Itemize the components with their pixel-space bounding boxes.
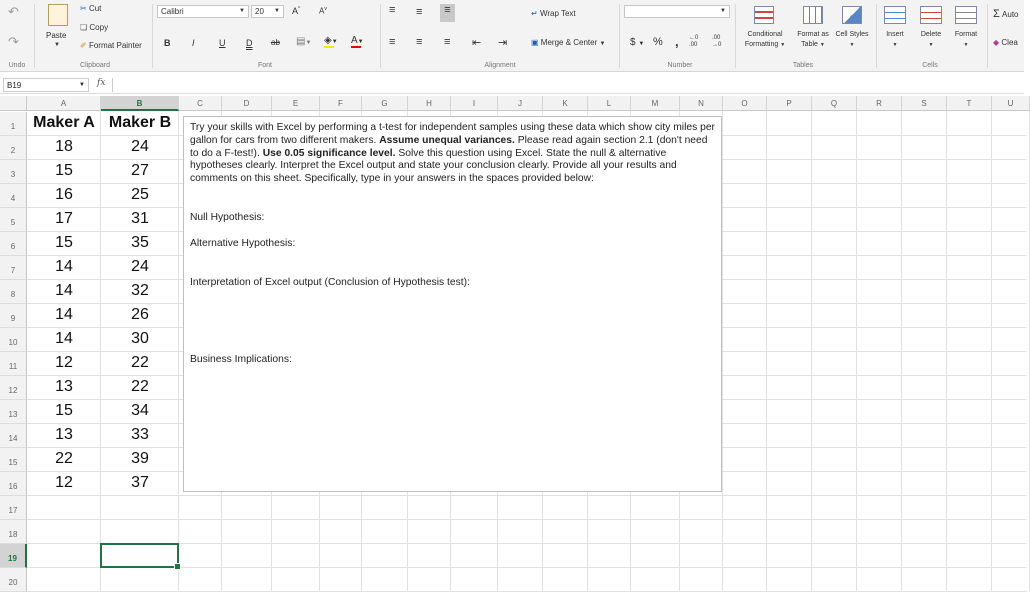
data-cell[interactable]: 17 <box>55 210 73 227</box>
ribbon <box>0 0 1024 72</box>
increase-decimal-icon[interactable]: ←0 .00 <box>689 35 699 48</box>
data-cell[interactable]: 14 <box>55 258 73 275</box>
wrap-text-button[interactable] <box>531 9 576 18</box>
align-bottom-icon[interactable]: ≡ <box>440 4 455 22</box>
row-header[interactable]: 8 <box>0 280 27 304</box>
font-size-select[interactable] <box>251 5 284 18</box>
merge-icon: ▣ <box>531 38 539 47</box>
wrap-text-label: Wrap Text <box>539 9 576 18</box>
instructions-textbox[interactable] <box>183 116 722 492</box>
data-cell[interactable]: 31 <box>131 210 149 227</box>
data-cell[interactable]: 35 <box>131 234 149 251</box>
data-cell[interactable]: 30 <box>131 330 149 347</box>
eraser-icon: ◆ <box>993 38 1000 47</box>
currency-label: $ <box>630 37 636 48</box>
data-cell[interactable]: 32 <box>131 282 149 299</box>
data-cell[interactable]: 33 <box>131 426 149 443</box>
column-header[interactable]: C <box>179 96 222 111</box>
column-header[interactable]: N <box>680 96 723 111</box>
increase-indent-icon[interactable]: ⇥ <box>498 37 508 49</box>
instructions-paragraph <box>190 122 715 186</box>
column-header[interactable]: L <box>588 96 631 111</box>
chevron-down-icon: ▼ <box>79 82 85 88</box>
data-cell[interactable]: 15 <box>55 234 73 251</box>
merge-center-button[interactable] <box>531 38 605 47</box>
column-header[interactable]: O <box>723 96 767 111</box>
cell-styles-button[interactable]: Cell Styles ▼ <box>835 31 869 48</box>
conditional-formatting-icon[interactable] <box>754 6 774 24</box>
insert-cells-icon[interactable] <box>884 6 906 24</box>
sigma-icon: Σ <box>993 8 1000 20</box>
select-all-corner[interactable] <box>0 96 27 111</box>
intro-bold-1: Assume unequal variances. <box>379 134 515 146</box>
format-as-table-button[interactable]: Format as Table ▼ <box>797 31 829 48</box>
name-box-value: B19 <box>7 81 22 90</box>
alternative-hypothesis-label: Alternative Hypothesis: <box>190 238 296 249</box>
data-cell[interactable]: 15 <box>55 162 73 179</box>
chevron-down-icon: ▼ <box>274 8 280 14</box>
row-header[interactable]: 12 <box>0 376 27 400</box>
format-label: Format <box>954 31 978 38</box>
row-header[interactable]: 19 <box>0 544 27 568</box>
cut-label: Cut <box>88 4 102 13</box>
tables-group-label: Tables <box>792 62 814 69</box>
strikethrough-button[interactable]: ab <box>271 38 280 47</box>
column-header[interactable]: T <box>947 96 992 111</box>
borders-icon[interactable]: ▤▼ <box>296 36 312 47</box>
data-cell[interactable]: 37 <box>131 474 149 491</box>
autosum-label: Auto <box>1002 10 1019 19</box>
format-as-table-label: Format as Table <box>797 31 829 48</box>
gridline <box>27 591 1027 592</box>
cell-styles-label: Cell Styles <box>835 31 869 38</box>
row-header[interactable]: 18 <box>0 520 27 544</box>
fx-icon[interactable]: fx <box>97 78 106 88</box>
cells-group-label: Cells <box>922 62 938 69</box>
currency-button[interactable]: $ ▼ <box>630 37 645 48</box>
chevron-down-icon: ▼ <box>239 8 245 14</box>
business-implications-label: Business Implications: <box>190 354 292 365</box>
align-right-icon[interactable]: ≡ <box>444 36 451 48</box>
insert-label: Insert <box>886 31 904 38</box>
percent-button[interactable]: % <box>653 36 663 48</box>
font-size-value: 20 <box>255 7 264 16</box>
intro-text-2: Please read again section 2.1 (don't need to do a F-test!). <box>190 134 708 159</box>
data-cell[interactable]: 12 <box>55 474 73 491</box>
column-header[interactable]: M <box>631 96 680 111</box>
data-cell[interactable]: 14 <box>55 282 73 299</box>
comma-button[interactable]: , <box>675 34 679 49</box>
data-cell[interactable]: 16 <box>55 186 73 203</box>
row-header[interactable]: 9 <box>0 304 27 328</box>
merge-center-label: Merge & Center <box>540 38 598 47</box>
delete-label: Delete <box>920 31 942 38</box>
row-header[interactable]: 4 <box>0 184 27 208</box>
data-cell[interactable]: 18 <box>55 138 73 155</box>
align-center-icon[interactable]: ≡ <box>416 36 423 48</box>
format-cells-icon[interactable] <box>955 6 977 24</box>
data-cell[interactable]: 22 <box>131 378 149 395</box>
name-box[interactable] <box>3 78 89 92</box>
formula-input[interactable] <box>112 78 1020 92</box>
column-header[interactable]: J <box>498 96 543 111</box>
row-header[interactable]: 17 <box>0 496 27 520</box>
double-underline-button[interactable]: D <box>246 38 253 48</box>
data-cell[interactable]: 39 <box>131 450 149 467</box>
decrease-decimal-icon[interactable]: .00 →0 <box>712 35 722 48</box>
delete-button[interactable]: Delete ▼ <box>920 31 942 48</box>
data-cell[interactable]: 24 <box>131 138 149 155</box>
clear-button[interactable] <box>993 38 1018 47</box>
interpretation-label: Interpretation of Excel output (Conclusion of Hypothesis test): <box>190 277 470 288</box>
column-header[interactable]: I <box>451 96 498 111</box>
italic-button[interactable]: I <box>192 38 195 48</box>
row-header[interactable]: 20 <box>0 568 27 592</box>
column-header[interactable]: F <box>320 96 362 111</box>
column-header[interactable]: B <box>101 96 179 111</box>
align-top-icon[interactable]: ≡ <box>389 4 396 16</box>
undo-icon[interactable]: ↶ <box>8 4 19 19</box>
decrease-font-icon[interactable]: $A^v$ <box>319 6 327 16</box>
bold-button[interactable]: B <box>164 38 171 48</box>
column-header[interactable]: P <box>767 96 812 111</box>
row-header[interactable]: 1 <box>0 112 27 136</box>
cell-styles-icon[interactable] <box>842 6 862 24</box>
font-name-value: Calibri <box>161 7 184 16</box>
font-color-icon[interactable]: A▼ <box>351 35 364 46</box>
number-group-label: Number <box>667 62 693 69</box>
paste-button[interactable]: Paste <box>46 31 67 40</box>
copy-label: Copy <box>89 23 109 32</box>
alignment-group-label: Alignment <box>484 62 516 69</box>
row-header[interactable]: 10 <box>0 328 27 352</box>
data-cell[interactable]: 13 <box>55 378 73 395</box>
copy-icon: ❏ <box>80 23 88 32</box>
row-header[interactable]: 5 <box>0 208 27 232</box>
column-header[interactable]: R <box>857 96 902 111</box>
row-header[interactable]: 2 <box>0 136 27 160</box>
column-header[interactable]: S <box>902 96 947 111</box>
decrease-indent-icon[interactable]: ⇤ <box>472 37 482 49</box>
column-header[interactable]: K <box>543 96 588 111</box>
column-header[interactable]: D <box>222 96 272 111</box>
data-cell[interactable]: 26 <box>131 306 149 323</box>
row-header[interactable]: 6 <box>0 232 27 256</box>
font-name-select[interactable] <box>157 5 249 18</box>
increase-font-icon[interactable]: A^ <box>292 6 301 16</box>
data-cell[interactable]: 22 <box>131 354 149 371</box>
undo-group-label: Undo <box>8 62 26 69</box>
data-cell[interactable]: 27 <box>131 162 149 179</box>
chevron-down-icon: ▼ <box>599 41 606 47</box>
active-cell[interactable] <box>100 543 179 568</box>
align-left-icon[interactable]: ≡ <box>389 36 396 48</box>
row-header[interactable]: 16 <box>0 472 27 496</box>
row-header[interactable]: 11 <box>0 352 27 376</box>
data-cell[interactable]: 34 <box>131 402 149 419</box>
row-header[interactable]: 13 <box>0 400 27 424</box>
scissors-icon: ✂ <box>80 4 87 13</box>
column-header[interactable]: G <box>362 96 408 111</box>
intro-bold-2: Use 0.05 significance level. <box>262 147 396 159</box>
column-header[interactable]: H <box>408 96 451 111</box>
brush-icon: ✐ <box>80 41 87 50</box>
align-middle-icon[interactable]: ≡ <box>416 6 423 18</box>
clear-label: Clea <box>1001 38 1018 47</box>
format-painter-label: Format Painter <box>88 41 142 50</box>
column-header[interactable]: Q <box>812 96 857 111</box>
formula-bar <box>0 76 1024 94</box>
format-as-table-icon[interactable] <box>803 6 823 24</box>
data-cell[interactable]: 24 <box>131 258 149 275</box>
wrap-text-icon: ↵ <box>531 9 538 18</box>
intro-text-1: Try your skills with Excel by performing a t-test for independent samples using these data which show city miles per gallon for cars from two different makers. <box>190 122 715 146</box>
gridline <box>27 519 1027 520</box>
data-cell[interactable]: 14 <box>55 330 73 347</box>
number-format-select[interactable] <box>624 5 730 18</box>
conditional-formatting-button[interactable]: Conditional Formatting ▼ <box>744 31 786 48</box>
column-header[interactable]: A <box>27 96 101 111</box>
column-title-cell[interactable]: Maker A <box>33 114 95 131</box>
autosum-button[interactable] <box>993 8 1019 20</box>
intro-text-3: Solve this question using Excel. State the null & alternative hypotheses clearly. Interpret the Excel output and state your conclusion clearly. Provide all your results and comments on this sheet. Specifically, type in your answers in the spaces provided below: <box>190 147 677 185</box>
row-header[interactable]: 14 <box>0 424 27 448</box>
delete-cells-icon[interactable] <box>920 6 942 24</box>
data-cell[interactable]: 22 <box>55 450 73 467</box>
fill-color-icon[interactable]: ◈▼ <box>324 35 338 46</box>
underline-button[interactable]: U <box>219 38 226 48</box>
column-title-cell[interactable]: Maker B <box>108 114 172 131</box>
copy-button[interactable] <box>80 23 108 32</box>
redo-icon[interactable]: ↷ <box>8 34 19 49</box>
insert-button[interactable]: Insert ▼ <box>886 31 904 48</box>
data-cell[interactable]: 14 <box>55 306 73 323</box>
column-header[interactable]: U <box>992 96 1030 111</box>
row-header[interactable]: 15 <box>0 448 27 472</box>
data-cell[interactable]: 15 <box>55 402 73 419</box>
data-cell[interactable]: 25 <box>131 186 149 203</box>
paste-icon[interactable] <box>48 4 68 26</box>
format-button[interactable]: Format ▼ <box>954 31 978 48</box>
chevron-down-icon: ▼ <box>720 8 726 14</box>
data-cell[interactable]: 12 <box>55 354 73 371</box>
column-header[interactable]: E <box>272 96 320 111</box>
row-header[interactable]: 3 <box>0 160 27 184</box>
row-header[interactable]: 7 <box>0 256 27 280</box>
paste-dropdown-icon[interactable]: ▼ <box>54 42 60 48</box>
cut-button[interactable] <box>80 4 101 13</box>
format-painter-button[interactable] <box>80 41 142 50</box>
conditional-formatting-label: Conditional Formatting <box>744 31 783 48</box>
data-cell[interactable]: 13 <box>55 426 73 443</box>
font-group-label: Font <box>257 62 272 69</box>
clipboard-group-label: Clipboard <box>80 62 110 69</box>
null-hypothesis-label: Null Hypothesis: <box>190 212 265 223</box>
